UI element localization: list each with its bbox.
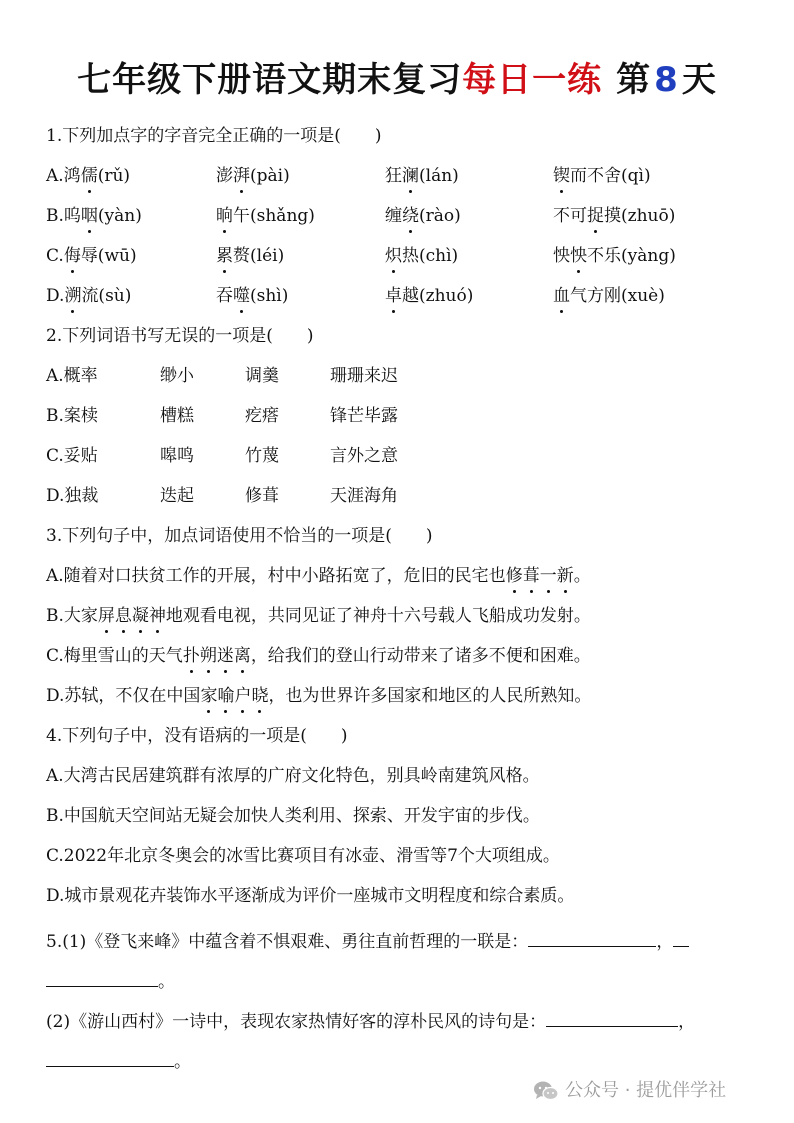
question-5-part-2-continued	[46, 1048, 191, 1074]
q1-d-item-1: D.溯流(sù)	[46, 286, 132, 306]
question-5-part-2	[46, 1008, 695, 1034]
q1-a-item-1: A.鸿儒(rǔ)	[46, 166, 131, 186]
title-day-suffix: 天	[681, 60, 717, 100]
q2-b-word-3: 疙瘩	[245, 406, 279, 426]
q1-b-item-2: 晌午(shǎng)	[216, 206, 315, 226]
q5-part2-comma: ，	[678, 1012, 696, 1032]
question-4-stem: 4.下列句子中，没有语病的一项是( )	[46, 726, 348, 746]
q2-d-word-1: D.独裁	[46, 486, 99, 506]
q4-option-c: C.2022年北京冬奥会的冰雪比赛项目有冰壶、滑雪等7个大项组成。	[46, 846, 560, 866]
q1-d-item-2: 吞噬(shì)	[216, 286, 289, 306]
q2-d-word-3: 修葺	[245, 486, 279, 506]
q1-b-item-4: 不可捉摸(zhuō)	[553, 206, 676, 226]
q5-part1-blank-2-start[interactable]	[673, 928, 689, 947]
q4-option-d: D.城市景观花卉装饰水平逐渐成为评价一座城市文明程度和综合素质。	[46, 886, 575, 906]
q3-option-a: A.随着对口扶贫工作的开展，村中小路拓宽了，危旧的民宅也修葺一新。	[46, 566, 591, 586]
q2-a-word-1: A.概率	[46, 366, 98, 386]
q1-b-item-1: B.呜咽(yàn)	[46, 206, 142, 226]
question-2-stem: 2.下列词语书写无误的一项是( )	[46, 326, 314, 346]
question-3-stem: 3.下列句子中，加点词语使用不恰当的一项是( )	[46, 526, 433, 546]
page-title	[0, 52, 794, 101]
question-5-part-1-continued	[46, 968, 175, 994]
question-5-part-1	[46, 928, 689, 954]
q1-c-item-4: 怏怏不乐(yàng)	[553, 246, 676, 266]
q1-d-item-4: 血气方刚(xuè)	[553, 286, 665, 306]
q1-c-item-1: C.侮辱(wū)	[46, 246, 137, 266]
title-day-number: 8	[654, 60, 679, 100]
title-day-prefix: 第	[616, 60, 652, 100]
q1-c-item-2: 累赘(léi)	[216, 246, 285, 266]
q2-b-word-4: 锋芒毕露	[330, 406, 398, 426]
q3-option-d: D.苏轼，不仅在中国家喻户晓，也为世界许多国家和地区的人民所熟知。	[46, 686, 592, 706]
watermark-text: 公众号 · 提优伴学社	[565, 1080, 727, 1101]
q2-a-word-4: 珊珊来迟	[330, 366, 398, 386]
q2-d-word-2: 迭起	[160, 486, 194, 506]
q2-b-word-2: 槽糕	[160, 406, 194, 426]
q5-part2-text: (2)《游山西村》一诗中，表现农家热情好客的淳朴民风的诗句是：	[46, 1012, 547, 1032]
q1-a-item-4: 锲而不舍(qì)	[553, 166, 651, 186]
q5-part1-blank-1[interactable]	[528, 928, 656, 947]
q4-option-b: B.中国航天空间站无疑会加快人类利用、探索、开发宇宙的步伐。	[46, 806, 540, 826]
q1-a-item-3: 狂澜(lán)	[385, 166, 459, 186]
q2-a-word-3: 调羹	[245, 366, 279, 386]
watermark	[533, 1076, 726, 1106]
title-highlight: 每日一练	[462, 60, 603, 100]
q4-option-a: A.大湾古民居建筑群有浓厚的广府文化特色，别具岭南建筑风格。	[46, 766, 540, 786]
q1-b-item-3: 缠绕(rào)	[385, 206, 461, 226]
q5-part1-comma: ，	[656, 932, 674, 952]
q2-c-word-1: C.妥贴	[46, 446, 98, 466]
q2-c-word-2: 嗥鸣	[160, 446, 194, 466]
q5-part2-blank-2[interactable]	[46, 1048, 174, 1067]
q2-d-word-4: 天涯海角	[330, 486, 398, 506]
q1-a-item-2: 澎湃(pài)	[216, 166, 290, 186]
q1-d-item-3: 卓越(zhuó)	[385, 286, 474, 306]
q5-part1-blank-2[interactable]	[46, 968, 158, 987]
title-main: 七年级下册语文期末复习	[77, 60, 463, 100]
q5-part1-text: 5.(1)《登飞来峰》中蕴含着不惧艰难、勇往直前哲理的一联是：	[46, 932, 529, 952]
q2-c-word-4: 言外之意	[330, 446, 398, 466]
q5-part1-end: 。	[158, 972, 175, 992]
q3-option-c: C.梅里雪山的天气扑朔迷离，给我们的登山行动带来了诸多不便和困难。	[46, 646, 591, 666]
q5-part2-blank-1[interactable]	[546, 1008, 678, 1027]
q2-a-word-2: 缈小	[160, 366, 194, 386]
wechat-icon	[533, 1080, 559, 1102]
q2-c-word-3: 竹蔑	[245, 446, 279, 466]
q5-part2-end: 。	[174, 1052, 191, 1072]
q1-c-item-3: 炽热(chì)	[385, 246, 459, 266]
q3-option-b: B.大家屏息凝神地观看电视，共同见证了神舟十六号载人飞船成功发射。	[46, 606, 591, 626]
question-1-stem: 1.下列加点字的字音完全正确的一项是( )	[46, 126, 382, 146]
q2-b-word-1: B.案椟	[46, 406, 98, 426]
